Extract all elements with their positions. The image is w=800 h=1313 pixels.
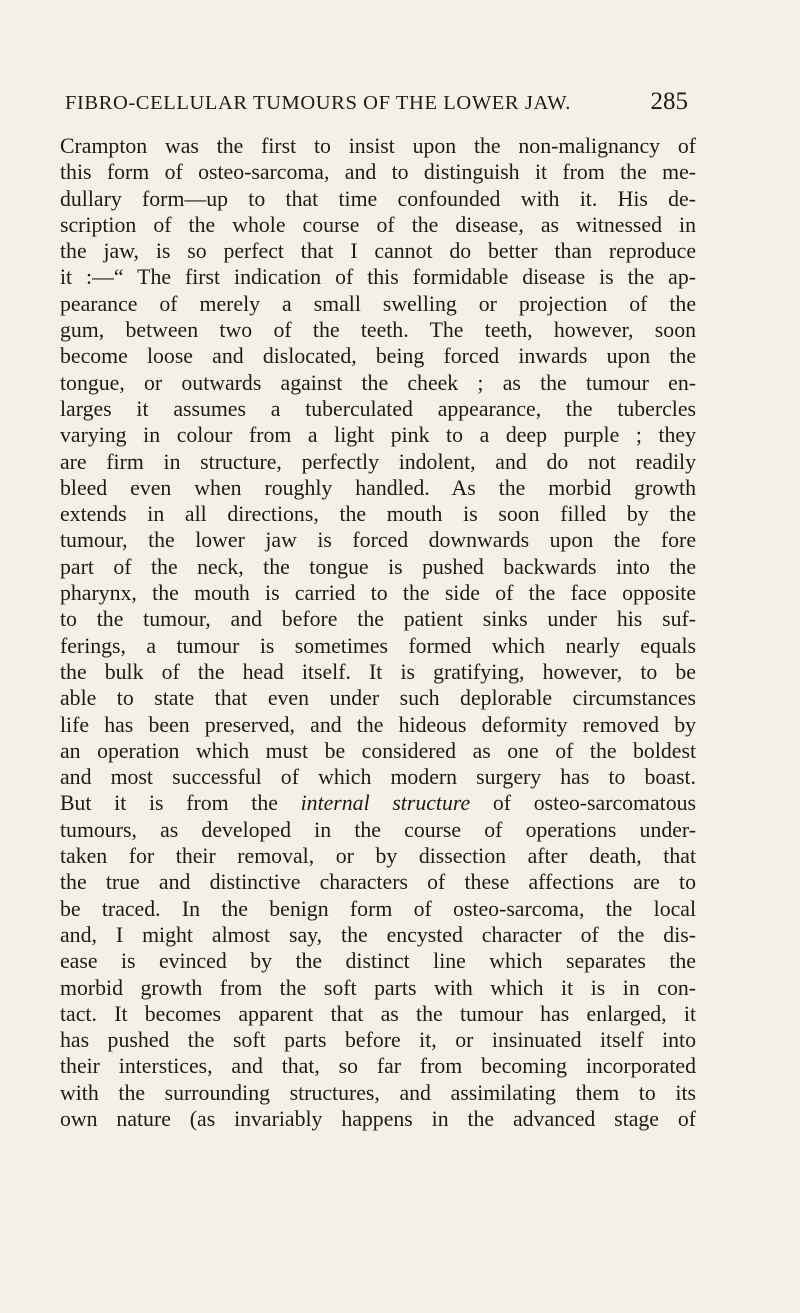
text-line: and, I might almost say, the encysted character of the dis-	[60, 922, 696, 947]
text-line: their interstices, and that, so far from becoming incorporated	[60, 1054, 696, 1079]
text-line: pharynx, the mouth is carried to the side of the face opposite	[60, 581, 696, 606]
running-head	[60, 88, 696, 128]
text-line: own nature (as invariably happens in the advanced stage of	[60, 1106, 696, 1131]
body-text	[60, 133, 696, 1132]
text-line: morbid growth from the soft parts with which it is in con-	[60, 975, 696, 1000]
text-line: tumour, the lower jaw is forced downwards upon the fore	[60, 528, 696, 553]
text-line: to the tumour, and before the patient sinks under his suf-	[60, 607, 696, 632]
text-line: are firm in structure, perfectly indolent, and do not readily	[60, 449, 696, 474]
text-line: the true and distinctive characters of these affections are to	[60, 870, 696, 895]
text-line: it :—“ The first indication of this formidable disease is the ap-	[60, 265, 696, 290]
text-line: has pushed the soft parts before it, or insinuated itself into	[60, 1028, 696, 1053]
text-line: pearance of merely a small swelling or projection of the	[60, 291, 696, 316]
text-line: part of the neck, the tongue is pushed backwards into the	[60, 554, 696, 579]
text-line: the jaw, is so perfect that I cannot do better than reproduce	[60, 239, 696, 264]
text-line: this form of osteo-sarcoma, and to distinguish it from the me-	[60, 160, 696, 185]
text-line: ease is evinced by the distinct line which separates the	[60, 949, 696, 974]
text-run: of osteo-sarcomatous	[470, 791, 696, 816]
text-line: an operation which must be considered as one of the boldest	[60, 738, 696, 763]
text-line: varying in colour from a light pink to a deep purple ; they	[60, 423, 696, 448]
text-line: become loose and dislocated, being forced inwards upon the	[60, 344, 696, 369]
text-line-emphasis	[60, 790, 696, 816]
text-line: able to state that even under such deplorable circumstances	[60, 686, 696, 711]
text-line: taken for their removal, or by dissection after death, that	[60, 844, 696, 869]
text-line: ferings, a tumour is sometimes formed which nearly equals	[60, 633, 696, 658]
text-line: Crampton was the first to insist upon the non-malignancy of	[60, 134, 696, 158]
text-line: with the surrounding structures, and assimilating them to its	[60, 1080, 696, 1105]
running-head-title: FIBRO-CELLULAR TUMOURS OF THE LOWER JAW.	[65, 92, 572, 114]
text-line: tongue, or outwards against the cheek ; as the tumour en-	[60, 370, 696, 395]
page-number: 285	[650, 88, 688, 115]
text-line: gum, between two of the teeth. The teeth, however, soon	[60, 318, 696, 343]
book-page	[60, 88, 696, 1132]
text-line: tumours, as developed in the course of operations under-	[60, 817, 696, 842]
text-line: dullary form—up to that time confounded with it. His de-	[60, 186, 696, 211]
text-run: But it is from the	[60, 791, 301, 816]
text-line: extends in all directions, the mouth is soon filled by the	[60, 502, 696, 527]
text-line: the bulk of the head itself. It is gratifying, however, to be	[60, 659, 696, 684]
text-line: bleed even when roughly handled. As the morbid growth	[60, 475, 696, 500]
text-line: and most successful of which modern surgery has to boast.	[60, 765, 696, 790]
text-line: life has been preserved, and the hideous deformity removed by	[60, 712, 696, 737]
text-line: be traced. In the benign form of osteo-sarcoma, the local	[60, 896, 696, 921]
emphasized-phrase: internal structure	[300, 791, 471, 816]
text-line: tact. It becomes apparent that as the tumour has enlarged, it	[60, 1001, 696, 1026]
text-line: scription of the whole course of the disease, as witnessed in	[60, 212, 696, 237]
text-line: larges it assumes a tuberculated appearance, the tubercles	[60, 396, 696, 421]
